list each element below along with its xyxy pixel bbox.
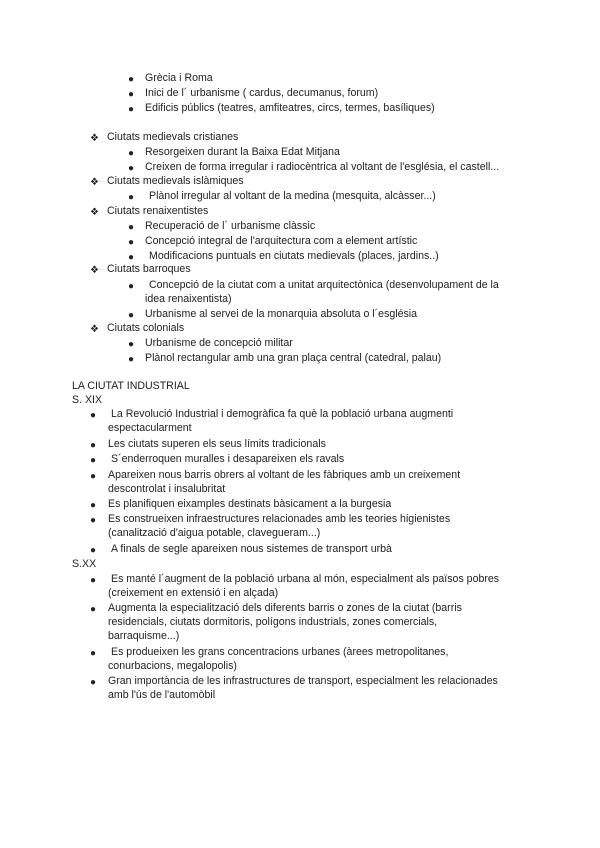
period-label: S. XIX (72, 394, 103, 406)
bullet-icon: ● (128, 281, 135, 292)
bullet-icon: ● (128, 237, 135, 248)
diamond-bullet-icon: ❖ (90, 177, 99, 188)
list-item-continuation: conurbacions, megalopolis) (108, 660, 237, 672)
list-item: Augmenta la especialització dels diferents barris o zones de la ciutat (barris (108, 602, 462, 614)
list-item: Urbanisme al servei de la monarquia absoluta o l´església (145, 308, 418, 320)
list-item: Es manté l´augment de la població urbana al món, especialment als països pobres (111, 573, 500, 585)
bullet-icon: ● (90, 440, 97, 451)
diamond-bullet-icon: ❖ (90, 133, 99, 144)
list-item-continuation: residencials, ciutats dormitoris, polígons industrials, zones comercials, (108, 616, 438, 628)
diamond-bullet-icon: ❖ (90, 324, 99, 335)
bullet-icon: ● (128, 252, 135, 263)
bullet-icon: ● (128, 148, 135, 159)
bullet-icon: ● (90, 455, 97, 466)
bullet-icon: ● (90, 648, 97, 659)
list-item-continuation: espectacularment (108, 422, 192, 434)
diamond-bullet-icon: ❖ (90, 207, 99, 218)
list-item-continuation: (canalització d'aigua potable, clavegueram...) (108, 527, 321, 539)
section-heading: Ciutats barroques (107, 263, 191, 275)
bullet-icon: ● (90, 575, 97, 586)
list-item: La Revolució Industrial i demogràfica fa què la població urbana augmenti (111, 408, 454, 420)
list-item-continuation: (creixement en extensió i en alçada) (108, 587, 279, 599)
bullet-icon: ● (128, 74, 135, 85)
list-item: Inici de l´ urbanisme ( cardus, decumanus, forum) (145, 87, 379, 99)
section-heading: Ciutats medievals cristianes (107, 131, 239, 143)
bullet-icon: ● (90, 410, 97, 421)
list-item: Recuperació de l´ urbanisme clàssic (145, 220, 316, 232)
bullet-icon: ● (90, 500, 97, 511)
bullet-icon: ● (90, 604, 97, 615)
list-item: Gran importància de les infrastructures de transport, especialment les relacionades (108, 675, 498, 687)
list-item-continuation: descontrolat i insalubritat (108, 483, 226, 495)
bullet-icon: ● (90, 515, 97, 526)
list-item: S´enderroquen muralles i desapareixen els ravals (111, 453, 345, 465)
list-item-continuation: amb l'ús de l'automòbil (108, 689, 216, 701)
section-heading: Ciutats colonials (107, 322, 185, 334)
bullet-icon: ● (128, 104, 135, 115)
list-item: Edificis públics (teatres, amfiteatres, circs, termes, basíliques) (145, 102, 435, 114)
list-item: Es planifiquen eixamples destinats bàsicament a la burgesia (108, 498, 392, 510)
list-item: Urbanisme de concepció militar (145, 337, 293, 349)
section-heading: Ciutats renaixentistes (107, 205, 209, 217)
diamond-bullet-icon: ❖ (90, 265, 99, 276)
list-item: Grècia i Roma (145, 72, 213, 84)
list-item: Concepció integral de l'arquitectura com a element artístic (145, 235, 418, 247)
bullet-icon: ● (128, 354, 135, 365)
list-item: Les ciutats superen els seus límits tradicionals (108, 438, 326, 450)
list-item: Apareixen nous barris obrers al voltant de les fàbriques amb un creixement (108, 469, 461, 481)
list-item: Resorgeixen durant la Baixa Edat Mitjana (145, 146, 340, 158)
list-item: Plànol irregular al voltant de la medina (mesquita, alcàsser...) (149, 190, 436, 202)
bullet-icon: ● (90, 471, 97, 482)
list-item: Creixen de forma irregular i radiocèntrica al voltant de l'església, el castell... (145, 161, 500, 173)
list-item-continuation: barraquisme...) (108, 630, 180, 642)
section-title: LA CIUTAT INDUSTRIAL (72, 380, 190, 392)
bullet-icon: ● (128, 222, 135, 233)
list-item: A finals de segle apareixen nous sistemes de transport urbà (111, 543, 392, 555)
list-item: Es construeixen infraestructures relacionades amb les teories higienistes (108, 513, 451, 525)
list-item: Modificacions puntuals en ciutats medievals (places, jardins..) (149, 250, 439, 262)
bullet-icon: ● (90, 545, 97, 556)
bullet-icon: ● (128, 310, 135, 321)
bullet-icon: ● (128, 163, 135, 174)
list-item-continuation: idea renaixentista) (145, 293, 232, 305)
section-heading: Ciutats medievals islàmiques (107, 175, 244, 187)
list-item: Es produeixen les grans concentracions urbanes (àrees metropolitanes, (111, 646, 449, 658)
bullet-icon: ● (128, 89, 135, 100)
period-label: S.XX (72, 558, 97, 570)
bullet-icon: ● (128, 339, 135, 350)
list-item: Plànol rectangular amb una gran plaça central (catedral, palau) (145, 352, 442, 364)
bullet-icon: ● (90, 677, 97, 688)
bullet-icon: ● (128, 192, 135, 203)
list-item: Concepció de la ciutat com a unitat arquitectònica (desenvolupament de la (149, 279, 499, 291)
